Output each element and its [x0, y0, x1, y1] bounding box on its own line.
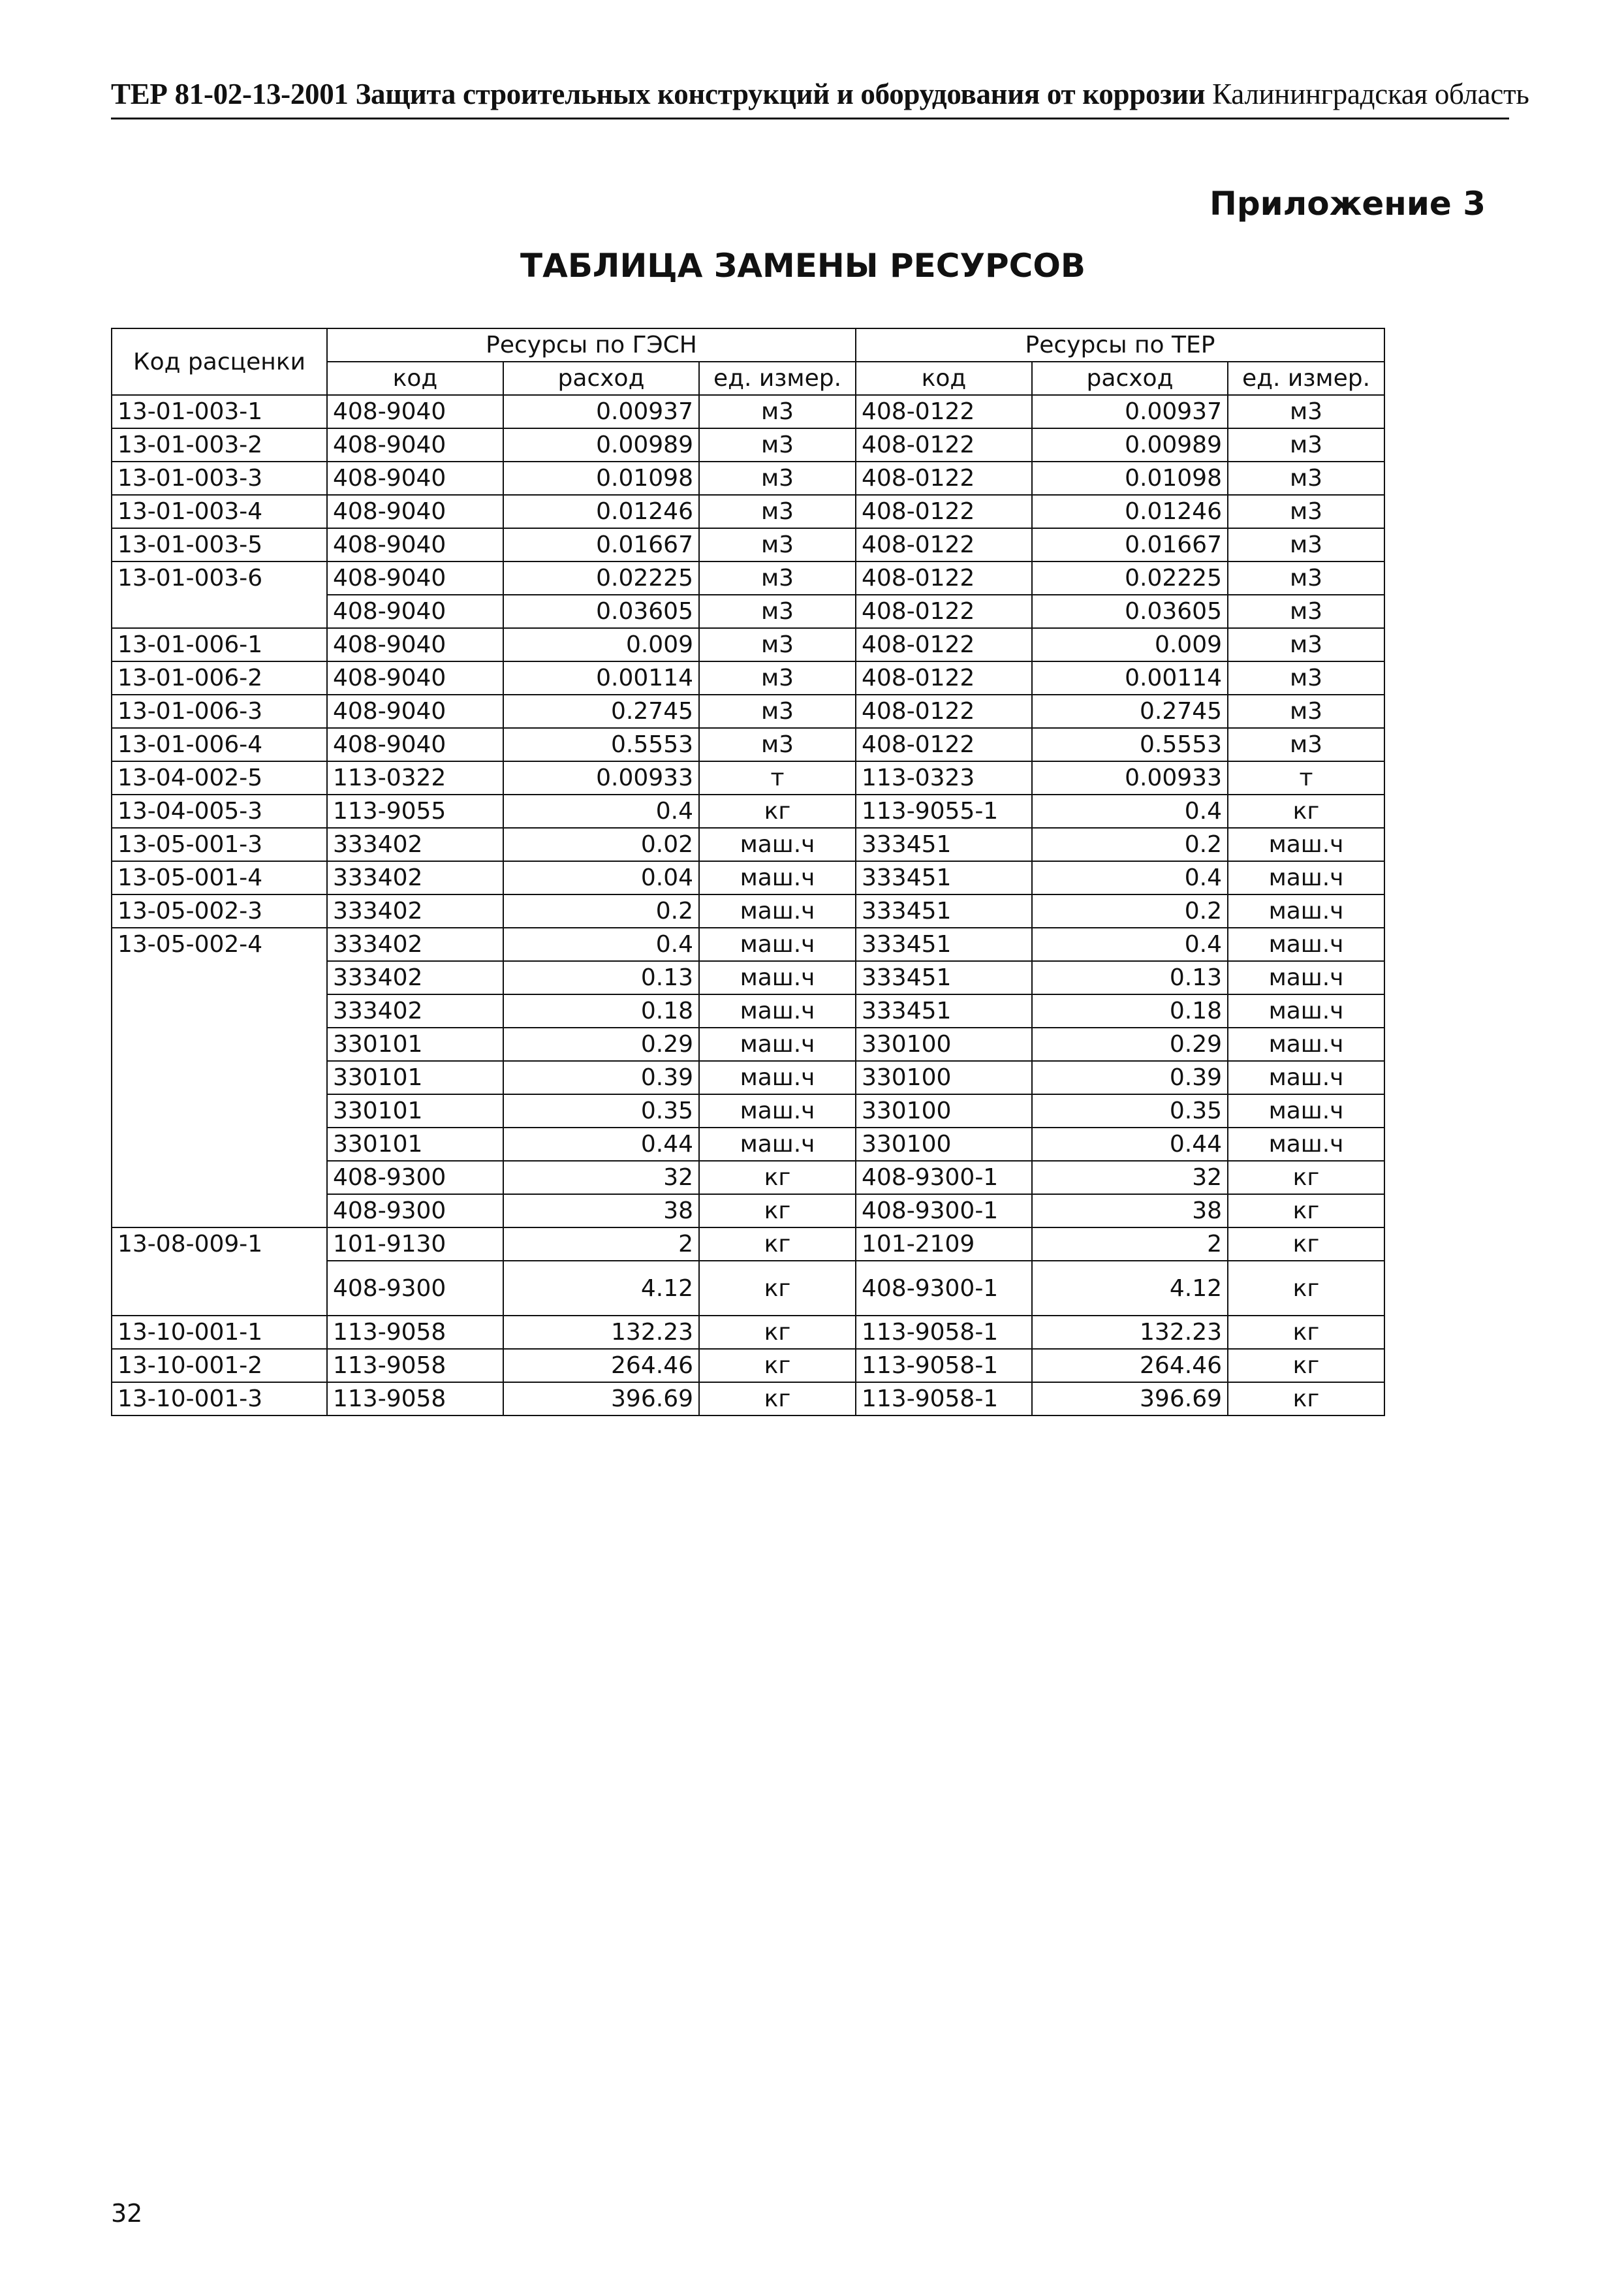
cell-ter-amount: 0.18 — [1032, 994, 1228, 1028]
cell-ter-unit: кг — [1228, 1161, 1384, 1194]
table-row — [112, 661, 1384, 695]
table-row — [112, 795, 1384, 828]
cell-gesn-unit: маш.ч — [699, 1128, 856, 1161]
header-divider — [111, 118, 1509, 119]
cell-gesn-amount: 0.2 — [503, 894, 699, 928]
cell-gesn-code: 333402 — [327, 828, 503, 861]
cell-ter-code: 408-0122 — [856, 695, 1032, 728]
cell-gesn-amount: 0.01246 — [503, 495, 699, 528]
page-title: ТАБЛИЦА ЗАМЕНЫ РЕСУРСОВ — [520, 247, 1085, 285]
cell-gesn-amount: 0.29 — [503, 1028, 699, 1061]
appendix-label: Приложение 3 — [1210, 185, 1486, 223]
table-body — [112, 395, 1384, 1415]
table-row — [112, 495, 1384, 528]
table-row — [112, 1316, 1384, 1349]
cell-ter-unit: кг — [1228, 795, 1384, 828]
cell-gesn-amount: 32 — [503, 1161, 699, 1194]
cell-ter-code: 113-9055-1 — [856, 795, 1032, 828]
cell-gesn-amount: 264.46 — [503, 1349, 699, 1382]
header-ter-unit: ед. измер. — [1228, 362, 1384, 395]
cell-ter-unit: маш.ч — [1228, 894, 1384, 928]
header-ter-group: Ресурсы по ТЕР — [856, 328, 1384, 362]
cell-ter-unit: т — [1228, 761, 1384, 795]
cell-gesn-unit: м3 — [699, 728, 856, 761]
cell-gesn-code: 408-9300 — [327, 1194, 503, 1227]
cell-gesn-amount: 0.00937 — [503, 395, 699, 428]
cell-ter-unit: маш.ч — [1228, 1094, 1384, 1128]
cell-gesn-code: 408-9040 — [327, 495, 503, 528]
cell-ter-amount: 0.4 — [1032, 795, 1228, 828]
cell-ter-unit: кг — [1228, 1194, 1384, 1227]
cell-ter-unit: м3 — [1228, 395, 1384, 428]
cell-ter-amount: 0.4 — [1032, 928, 1228, 961]
table-row — [112, 894, 1384, 928]
cell-rate-code: 13-01-003-6 — [112, 561, 327, 628]
table-row — [112, 761, 1384, 795]
cell-gesn-amount: 0.02 — [503, 828, 699, 861]
cell-gesn-amount: 0.35 — [503, 1094, 699, 1128]
cell-gesn-code: 113-9055 — [327, 795, 503, 828]
header-ter-code: код — [856, 362, 1032, 395]
cell-ter-unit: м3 — [1228, 661, 1384, 695]
cell-rate-code: 13-10-001-2 — [112, 1349, 327, 1382]
cell-gesn-unit: маш.ч — [699, 1094, 856, 1128]
cell-ter-amount: 32 — [1032, 1161, 1228, 1194]
cell-gesn-unit: м3 — [699, 495, 856, 528]
cell-ter-unit: м3 — [1228, 462, 1384, 495]
table-row — [112, 395, 1384, 428]
cell-rate-code: 13-01-003-4 — [112, 495, 327, 528]
cell-ter-code: 113-0323 — [856, 761, 1032, 795]
cell-gesn-amount: 0.03605 — [503, 595, 699, 628]
header-region: Калининградская область — [1212, 78, 1529, 110]
header-gesn-unit: ед. измер. — [699, 362, 856, 395]
cell-gesn-code: 330101 — [327, 1061, 503, 1094]
cell-gesn-code: 101-9130 — [327, 1227, 503, 1261]
cell-gesn-code: 408-9040 — [327, 428, 503, 462]
cell-ter-unit: кг — [1228, 1261, 1384, 1316]
table-row — [112, 1382, 1384, 1415]
table-row — [112, 728, 1384, 761]
cell-gesn-unit: маш.ч — [699, 961, 856, 994]
cell-gesn-unit: кг — [699, 1261, 856, 1316]
cell-gesn-amount: 0.39 — [503, 1061, 699, 1094]
cell-gesn-code: 408-9040 — [327, 661, 503, 695]
table-row — [112, 1227, 1384, 1261]
cell-rate-code: 13-01-003-5 — [112, 528, 327, 561]
table-row — [112, 561, 1384, 595]
header-gesn-amount: расход — [503, 362, 699, 395]
cell-ter-amount: 0.4 — [1032, 861, 1228, 894]
cell-gesn-amount: 0.5553 — [503, 728, 699, 761]
cell-gesn-code: 333402 — [327, 994, 503, 1028]
cell-gesn-unit: м3 — [699, 528, 856, 561]
cell-gesn-amount: 0.2745 — [503, 695, 699, 728]
cell-ter-unit: м3 — [1228, 495, 1384, 528]
cell-gesn-unit: кг — [699, 1382, 856, 1415]
table-row — [112, 828, 1384, 861]
cell-ter-unit: маш.ч — [1228, 861, 1384, 894]
cell-ter-unit: маш.ч — [1228, 1061, 1384, 1094]
cell-ter-amount: 0.2 — [1032, 894, 1228, 928]
page-number: 32 — [111, 2199, 143, 2228]
cell-gesn-code: 113-9058 — [327, 1382, 503, 1415]
cell-ter-code: 408-9300-1 — [856, 1261, 1032, 1316]
cell-rate-code: 13-05-002-3 — [112, 894, 327, 928]
cell-gesn-code: 408-9040 — [327, 395, 503, 428]
cell-ter-amount: 0.29 — [1032, 1028, 1228, 1061]
cell-ter-code: 330100 — [856, 1094, 1032, 1128]
cell-gesn-code: 408-9040 — [327, 595, 503, 628]
cell-ter-code: 101-2109 — [856, 1227, 1032, 1261]
table-header-row-groups — [112, 328, 1384, 362]
cell-gesn-unit: кг — [699, 1349, 856, 1382]
cell-ter-amount: 0.01098 — [1032, 462, 1228, 495]
cell-ter-unit: кг — [1228, 1227, 1384, 1261]
cell-gesn-code: 408-9040 — [327, 628, 503, 661]
cell-rate-code: 13-01-003-3 — [112, 462, 327, 495]
cell-gesn-unit: м3 — [699, 561, 856, 595]
cell-ter-amount: 2 — [1032, 1227, 1228, 1261]
cell-gesn-amount: 0.4 — [503, 795, 699, 828]
cell-ter-code: 408-0122 — [856, 495, 1032, 528]
cell-gesn-amount: 0.04 — [503, 861, 699, 894]
cell-gesn-code: 330101 — [327, 1094, 503, 1128]
cell-ter-unit: м3 — [1228, 561, 1384, 595]
cell-ter-unit: м3 — [1228, 695, 1384, 728]
table-row — [112, 628, 1384, 661]
cell-ter-unit: маш.ч — [1228, 928, 1384, 961]
cell-gesn-code: 330101 — [327, 1028, 503, 1061]
cell-ter-unit: маш.ч — [1228, 1128, 1384, 1161]
cell-ter-amount: 0.39 — [1032, 1061, 1228, 1094]
cell-gesn-amount: 0.00933 — [503, 761, 699, 795]
table-row — [112, 462, 1384, 495]
cell-rate-code: 13-10-001-3 — [112, 1382, 327, 1415]
cell-gesn-code: 408-9040 — [327, 528, 503, 561]
cell-ter-code: 333451 — [856, 994, 1032, 1028]
cell-rate-code: 13-01-006-3 — [112, 695, 327, 728]
cell-ter-code: 408-0122 — [856, 528, 1032, 561]
cell-gesn-unit: м3 — [699, 428, 856, 462]
cell-gesn-amount: 0.01667 — [503, 528, 699, 561]
cell-rate-code: 13-01-006-1 — [112, 628, 327, 661]
cell-ter-code: 333451 — [856, 894, 1032, 928]
cell-gesn-amount: 0.02225 — [503, 561, 699, 595]
cell-ter-amount: 4.12 — [1032, 1261, 1228, 1316]
cell-ter-amount: 0.03605 — [1032, 595, 1228, 628]
cell-ter-code: 330100 — [856, 1061, 1032, 1094]
cell-gesn-code: 333402 — [327, 861, 503, 894]
cell-ter-unit: маш.ч — [1228, 828, 1384, 861]
cell-ter-unit: м3 — [1228, 528, 1384, 561]
cell-ter-amount: 0.35 — [1032, 1094, 1228, 1128]
cell-gesn-code: 333402 — [327, 894, 503, 928]
cell-gesn-unit: маш.ч — [699, 928, 856, 961]
cell-gesn-code: 408-9300 — [327, 1161, 503, 1194]
cell-rate-code: 13-01-003-1 — [112, 395, 327, 428]
cell-gesn-unit: м3 — [699, 628, 856, 661]
cell-ter-code: 333451 — [856, 828, 1032, 861]
cell-ter-code: 330100 — [856, 1128, 1032, 1161]
cell-gesn-code: 113-0322 — [327, 761, 503, 795]
header-gesn-code: код — [327, 362, 503, 395]
cell-gesn-code: 408-9040 — [327, 462, 503, 495]
cell-gesn-amount: 4.12 — [503, 1261, 699, 1316]
cell-gesn-code: 408-9300 — [327, 1261, 503, 1316]
header-gesn-group: Ресурсы по ГЭСН — [327, 328, 856, 362]
cell-gesn-amount: 0.00989 — [503, 428, 699, 462]
cell-rate-code: 13-04-002-5 — [112, 761, 327, 795]
cell-gesn-amount: 0.18 — [503, 994, 699, 1028]
cell-gesn-code: 408-9040 — [327, 561, 503, 595]
cell-ter-amount: 38 — [1032, 1194, 1228, 1227]
cell-gesn-unit: м3 — [699, 661, 856, 695]
cell-gesn-unit: маш.ч — [699, 894, 856, 928]
cell-ter-amount: 0.00989 — [1032, 428, 1228, 462]
cell-ter-code: 333451 — [856, 928, 1032, 961]
resource-replacement-table — [111, 328, 1385, 1416]
cell-rate-code: 13-01-006-2 — [112, 661, 327, 695]
cell-ter-code: 408-0122 — [856, 661, 1032, 695]
cell-ter-code: 408-0122 — [856, 595, 1032, 628]
cell-ter-code: 113-9058-1 — [856, 1349, 1032, 1382]
cell-ter-amount: 0.2 — [1032, 828, 1228, 861]
cell-gesn-amount: 2 — [503, 1227, 699, 1261]
table-row — [112, 928, 1384, 961]
cell-ter-amount: 0.44 — [1032, 1128, 1228, 1161]
cell-ter-unit: м3 — [1228, 428, 1384, 462]
cell-gesn-code: 408-9040 — [327, 695, 503, 728]
cell-ter-amount: 0.01246 — [1032, 495, 1228, 528]
cell-ter-amount: 0.00937 — [1032, 395, 1228, 428]
cell-rate-code: 13-05-002-4 — [112, 928, 327, 1227]
cell-ter-amount: 0.13 — [1032, 961, 1228, 994]
cell-ter-amount: 396.69 — [1032, 1382, 1228, 1415]
cell-gesn-unit: маш.ч — [699, 828, 856, 861]
cell-ter-unit: кг — [1228, 1349, 1384, 1382]
cell-gesn-unit: кг — [699, 1316, 856, 1349]
cell-ter-unit: м3 — [1228, 728, 1384, 761]
cell-ter-amount: 0.00114 — [1032, 661, 1228, 695]
cell-ter-code: 333451 — [856, 861, 1032, 894]
table-row — [112, 428, 1384, 462]
cell-gesn-amount: 0.4 — [503, 928, 699, 961]
cell-gesn-amount: 132.23 — [503, 1316, 699, 1349]
cell-ter-code: 408-9300-1 — [856, 1161, 1032, 1194]
cell-ter-unit: маш.ч — [1228, 1028, 1384, 1061]
cell-gesn-unit: маш.ч — [699, 1061, 856, 1094]
cell-ter-amount: 264.46 — [1032, 1349, 1228, 1382]
cell-gesn-unit: м3 — [699, 595, 856, 628]
cell-gesn-amount: 0.00114 — [503, 661, 699, 695]
cell-gesn-code: 330101 — [327, 1128, 503, 1161]
cell-gesn-unit: маш.ч — [699, 861, 856, 894]
cell-ter-code: 408-0122 — [856, 395, 1032, 428]
table-row — [112, 695, 1384, 728]
cell-gesn-unit: м3 — [699, 695, 856, 728]
cell-gesn-unit: т — [699, 761, 856, 795]
cell-ter-amount: 0.00933 — [1032, 761, 1228, 795]
cell-gesn-unit: маш.ч — [699, 1028, 856, 1061]
cell-ter-amount: 0.009 — [1032, 628, 1228, 661]
header-ter-amount: расход — [1032, 362, 1228, 395]
cell-ter-unit: м3 — [1228, 628, 1384, 661]
cell-rate-code: 13-05-001-4 — [112, 861, 327, 894]
header-rate-code: Код расценки — [112, 328, 327, 395]
cell-gesn-code: 408-9040 — [327, 728, 503, 761]
cell-gesn-amount: 0.01098 — [503, 462, 699, 495]
cell-ter-amount: 132.23 — [1032, 1316, 1228, 1349]
cell-rate-code: 13-01-003-2 — [112, 428, 327, 462]
cell-gesn-code: 333402 — [327, 928, 503, 961]
cell-gesn-unit: м3 — [699, 462, 856, 495]
cell-ter-unit: маш.ч — [1228, 994, 1384, 1028]
cell-gesn-unit: кг — [699, 1194, 856, 1227]
cell-ter-code: 408-0122 — [856, 561, 1032, 595]
cell-gesn-unit: кг — [699, 1227, 856, 1261]
cell-ter-amount: 0.2745 — [1032, 695, 1228, 728]
header-document-title: ТЕР 81-02-13-2001 Защита строительных конструкций и оборудования от коррозии — [111, 78, 1206, 110]
cell-gesn-amount: 396.69 — [503, 1382, 699, 1415]
cell-ter-unit: м3 — [1228, 595, 1384, 628]
cell-ter-unit: маш.ч — [1228, 961, 1384, 994]
cell-ter-code: 113-9058-1 — [856, 1382, 1032, 1415]
cell-gesn-unit: кг — [699, 1161, 856, 1194]
cell-gesn-unit: м3 — [699, 395, 856, 428]
cell-rate-code: 13-04-005-3 — [112, 795, 327, 828]
cell-gesn-unit: кг — [699, 795, 856, 828]
cell-rate-code: 13-10-001-1 — [112, 1316, 327, 1349]
cell-rate-code: 13-01-006-4 — [112, 728, 327, 761]
cell-ter-amount: 0.5553 — [1032, 728, 1228, 761]
cell-ter-amount: 0.01667 — [1032, 528, 1228, 561]
cell-rate-code: 13-08-009-1 — [112, 1227, 327, 1316]
cell-gesn-code: 113-9058 — [327, 1316, 503, 1349]
table-row — [112, 528, 1384, 561]
cell-ter-amount: 0.02225 — [1032, 561, 1228, 595]
cell-ter-code: 113-9058-1 — [856, 1316, 1032, 1349]
cell-gesn-code: 113-9058 — [327, 1349, 503, 1382]
running-header — [111, 77, 1529, 111]
cell-gesn-amount: 38 — [503, 1194, 699, 1227]
cell-ter-code: 408-9300-1 — [856, 1194, 1032, 1227]
cell-gesn-amount: 0.13 — [503, 961, 699, 994]
cell-ter-code: 408-0122 — [856, 428, 1032, 462]
cell-ter-unit: кг — [1228, 1316, 1384, 1349]
cell-gesn-code: 333402 — [327, 961, 503, 994]
cell-ter-code: 408-0122 — [856, 628, 1032, 661]
cell-gesn-amount: 0.009 — [503, 628, 699, 661]
cell-gesn-amount: 0.44 — [503, 1128, 699, 1161]
cell-rate-code: 13-05-001-3 — [112, 828, 327, 861]
cell-ter-code: 408-0122 — [856, 728, 1032, 761]
table-row — [112, 1349, 1384, 1382]
table-row — [112, 861, 1384, 894]
cell-ter-code: 330100 — [856, 1028, 1032, 1061]
cell-gesn-unit: маш.ч — [699, 994, 856, 1028]
cell-ter-unit: кг — [1228, 1382, 1384, 1415]
cell-ter-code: 333451 — [856, 961, 1032, 994]
cell-ter-code: 408-0122 — [856, 462, 1032, 495]
